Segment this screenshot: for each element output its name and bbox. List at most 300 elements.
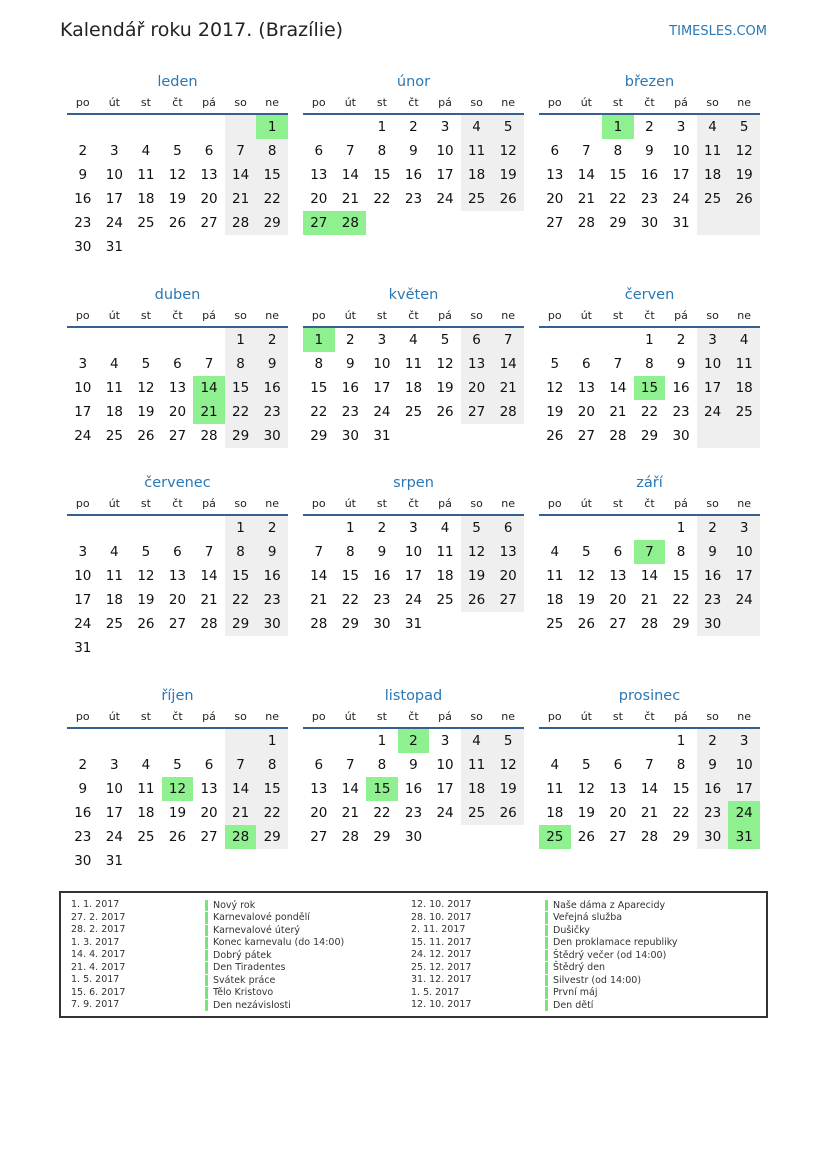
day-cell[interactable]: 7 <box>582 143 591 159</box>
day-cell[interactable]: 18 <box>546 805 564 821</box>
day-cell[interactable]: 7 <box>613 356 623 372</box>
day-cell[interactable]: 20 <box>609 592 627 608</box>
day-cell[interactable]: 20 <box>609 805 627 821</box>
day-cell[interactable]: 2 <box>78 143 88 159</box>
day-cell[interactable]: 3 <box>78 544 88 560</box>
day-cell[interactable]: 12 <box>168 167 187 183</box>
day-cell[interactable]: 30 <box>697 612 729 636</box>
day-cell[interactable]: 2 <box>645 119 654 135</box>
day-cell[interactable]: 3 <box>728 729 760 753</box>
day-cell[interactable]: 15 <box>373 167 391 183</box>
day-cell[interactable]: 19 <box>577 805 595 821</box>
day-cell[interactable]: 5 <box>173 143 182 159</box>
day-cell[interactable]: 10 <box>672 143 690 159</box>
day-cell[interactable]: 23 <box>341 404 359 420</box>
day-cell[interactable]: 6 <box>550 143 560 159</box>
day-cell[interactable]: 16 <box>640 167 659 183</box>
day-cell[interactable]: 11 <box>137 781 155 797</box>
day-cell[interactable]: 23 <box>404 805 423 821</box>
day-cell[interactable]: 31 <box>105 239 123 255</box>
day-cell[interactable]: 8 <box>645 356 654 372</box>
day-cell[interactable]: 17 <box>436 781 454 797</box>
day-cell[interactable]: 13 <box>492 540 524 564</box>
day-cell[interactable]: 18 <box>404 380 423 396</box>
day-cell[interactable]: 22 <box>225 400 257 424</box>
day-cell[interactable]: 20 <box>577 404 595 420</box>
day-cell[interactable]: 4 <box>461 115 493 139</box>
day-cell[interactable]: 7 <box>204 356 214 372</box>
day-cell[interactable]: 25 <box>546 616 564 632</box>
day-cell[interactable]: 18 <box>697 163 729 187</box>
day-cell[interactable]: 22 <box>310 404 328 420</box>
day-cell[interactable]: 4 <box>550 757 560 773</box>
day-cell[interactable]: 5 <box>492 729 524 753</box>
day-cell[interactable]: 11 <box>436 544 454 560</box>
day-cell[interactable]: 16 <box>341 380 359 396</box>
day-cell[interactable]: 29 <box>225 424 257 448</box>
day-cell[interactable]: 26 <box>577 616 595 632</box>
day-cell[interactable]: 9 <box>697 753 729 777</box>
day-cell[interactable]: 25 <box>539 825 571 849</box>
day-cell[interactable]: 6 <box>173 544 182 560</box>
day-cell[interactable]: 25 <box>105 616 123 632</box>
day-cell[interactable]: 9 <box>676 356 686 372</box>
day-cell[interactable]: 18 <box>436 568 454 584</box>
day-cell[interactable]: 14 <box>193 376 225 400</box>
day-cell[interactable]: 4 <box>728 328 760 352</box>
day-cell[interactable]: 1 <box>225 328 257 352</box>
day-cell[interactable]: 15 <box>672 568 690 584</box>
day-cell[interactable]: 28 <box>640 829 659 845</box>
day-cell[interactable]: 3 <box>440 119 450 135</box>
day-cell[interactable]: 5 <box>141 544 151 560</box>
day-cell[interactable]: 18 <box>461 163 493 187</box>
day-cell[interactable]: 9 <box>78 167 88 183</box>
day-cell[interactable]: 9 <box>409 143 418 159</box>
day-cell[interactable]: 19 <box>137 404 155 420</box>
day-cell[interactable]: 2 <box>697 516 729 540</box>
day-cell[interactable]: 20 <box>168 404 187 420</box>
day-cell[interactable]: 23 <box>74 215 92 231</box>
day-cell[interactable]: 10 <box>74 568 92 584</box>
day-cell[interactable]: 16 <box>74 805 92 821</box>
day-cell[interactable]: 22 <box>341 592 359 608</box>
day-cell[interactable]: 10 <box>373 356 391 372</box>
day-cell[interactable]: 3 <box>697 328 729 352</box>
day-cell[interactable]: 16 <box>256 376 288 400</box>
day-cell[interactable]: 25 <box>728 400 760 424</box>
day-cell[interactable]: 22 <box>373 805 391 821</box>
day-cell[interactable]: 12 <box>728 139 760 163</box>
day-cell[interactable]: 11 <box>137 167 155 183</box>
day-cell[interactable]: 28 <box>577 215 595 231</box>
day-cell[interactable]: 18 <box>728 376 760 400</box>
day-cell[interactable]: 28 <box>200 616 218 632</box>
day-cell[interactable]: 22 <box>640 404 659 420</box>
day-cell[interactable]: 30 <box>404 829 423 845</box>
day-cell[interactable]: 26 <box>137 428 155 444</box>
day-cell[interactable]: 19 <box>137 592 155 608</box>
day-cell[interactable]: 27 <box>492 588 524 612</box>
day-cell[interactable]: 8 <box>676 757 686 773</box>
day-cell[interactable]: 2 <box>256 328 288 352</box>
day-cell[interactable]: 2 <box>676 332 686 348</box>
day-cell[interactable]: 21 <box>640 805 659 821</box>
day-cell[interactable]: 17 <box>672 167 690 183</box>
day-cell[interactable]: 23 <box>74 829 92 845</box>
day-cell[interactable]: 22 <box>256 187 288 211</box>
day-cell[interactable]: 22 <box>225 588 257 612</box>
day-cell[interactable]: 30 <box>640 215 659 231</box>
day-cell[interactable]: 7 <box>204 544 214 560</box>
day-cell[interactable]: 28 <box>335 211 367 235</box>
day-cell[interactable]: 16 <box>697 777 729 801</box>
day-cell[interactable]: 21 <box>577 191 595 207</box>
day-cell[interactable]: 6 <box>204 757 214 773</box>
day-cell[interactable]: 13 <box>609 781 627 797</box>
day-cell[interactable]: 4 <box>550 544 560 560</box>
day-cell[interactable]: 1 <box>225 516 257 540</box>
day-cell[interactable]: 24 <box>728 801 760 825</box>
day-cell[interactable]: 28 <box>341 829 359 845</box>
day-cell[interactable]: 6 <box>582 356 591 372</box>
day-cell[interactable]: 1 <box>676 520 686 536</box>
day-cell[interactable]: 25 <box>404 404 423 420</box>
day-cell[interactable]: 10 <box>436 757 454 773</box>
day-cell[interactable]: 5 <box>492 115 524 139</box>
day-cell[interactable]: 18 <box>105 592 123 608</box>
day-cell[interactable]: 22 <box>256 801 288 825</box>
day-cell[interactable]: 17 <box>105 191 123 207</box>
day-cell[interactable]: 29 <box>225 612 257 636</box>
day-cell[interactable]: 9 <box>78 781 88 797</box>
day-cell[interactable]: 12 <box>492 753 524 777</box>
day-cell[interactable]: 6 <box>461 328 493 352</box>
day-cell[interactable]: 30 <box>697 825 729 849</box>
day-cell[interactable]: 25 <box>461 187 493 211</box>
day-cell[interactable]: 11 <box>546 781 564 797</box>
day-cell[interactable]: 20 <box>461 376 493 400</box>
day-cell[interactable]: 2 <box>409 119 418 135</box>
day-cell[interactable]: 23 <box>256 400 288 424</box>
day-cell[interactable]: 2 <box>697 729 729 753</box>
day-cell[interactable]: 15 <box>310 380 328 396</box>
day-cell[interactable]: 4 <box>110 356 119 372</box>
day-cell[interactable]: 2 <box>256 516 288 540</box>
day-cell[interactable]: 14 <box>225 163 257 187</box>
day-cell[interactable]: 15 <box>366 777 398 801</box>
day-cell[interactable]: 19 <box>168 805 187 821</box>
day-cell[interactable]: 16 <box>74 191 92 207</box>
day-cell[interactable]: 20 <box>310 805 328 821</box>
day-cell[interactable]: 13 <box>310 167 328 183</box>
day-cell[interactable]: 29 <box>256 825 288 849</box>
day-cell[interactable]: 21 <box>341 191 359 207</box>
day-cell[interactable]: 27 <box>609 829 627 845</box>
day-cell[interactable]: 21 <box>609 404 627 420</box>
day-cell[interactable]: 1 <box>676 733 686 749</box>
day-cell[interactable]: 11 <box>546 568 564 584</box>
day-cell[interactable]: 15 <box>609 167 627 183</box>
day-cell[interactable]: 4 <box>141 757 151 773</box>
day-cell[interactable]: 5 <box>440 332 450 348</box>
day-cell[interactable]: 5 <box>461 516 493 540</box>
day-cell[interactable]: 26 <box>137 616 155 632</box>
day-cell[interactable]: 23 <box>373 592 391 608</box>
day-cell[interactable]: 7 <box>634 540 666 564</box>
day-cell[interactable]: 28 <box>492 400 524 424</box>
day-cell[interactable]: 16 <box>256 564 288 588</box>
day-cell[interactable]: 30 <box>373 616 391 632</box>
day-cell[interactable]: 12 <box>436 356 454 372</box>
day-cell[interactable]: 12 <box>461 540 493 564</box>
day-cell[interactable]: 3 <box>110 143 119 159</box>
day-cell[interactable]: 20 <box>546 191 564 207</box>
day-cell[interactable]: 24 <box>697 400 729 424</box>
day-cell[interactable]: 3 <box>377 332 387 348</box>
day-cell[interactable]: 8 <box>256 139 288 163</box>
day-cell[interactable]: 17 <box>728 564 760 588</box>
day-cell[interactable]: 17 <box>105 805 123 821</box>
day-cell[interactable]: 26 <box>168 829 187 845</box>
day-cell[interactable]: 26 <box>461 588 493 612</box>
day-cell[interactable]: 29 <box>310 428 328 444</box>
day-cell[interactable]: 2 <box>398 729 430 753</box>
day-cell[interactable]: 3 <box>110 757 119 773</box>
day-cell[interactable]: 10 <box>728 753 760 777</box>
day-cell[interactable]: 31 <box>404 616 423 632</box>
day-cell[interactable]: 19 <box>436 380 454 396</box>
day-cell[interactable]: 11 <box>105 568 123 584</box>
day-cell[interactable]: 11 <box>461 753 493 777</box>
day-cell[interactable]: 26 <box>546 428 564 444</box>
day-cell[interactable]: 23 <box>697 801 729 825</box>
day-cell[interactable]: 26 <box>728 187 760 211</box>
day-cell[interactable]: 10 <box>105 781 123 797</box>
day-cell[interactable]: 16 <box>672 380 690 396</box>
day-cell[interactable]: 25 <box>137 215 155 231</box>
day-cell[interactable]: 30 <box>74 853 92 869</box>
day-cell[interactable]: 7 <box>645 757 654 773</box>
day-cell[interactable]: 8 <box>225 352 257 376</box>
day-cell[interactable]: 24 <box>373 404 391 420</box>
day-cell[interactable]: 25 <box>436 592 454 608</box>
day-cell[interactable]: 22 <box>609 191 627 207</box>
day-cell[interactable]: 27 <box>200 829 218 845</box>
day-cell[interactable]: 30 <box>256 424 288 448</box>
day-cell[interactable]: 15 <box>225 564 257 588</box>
day-cell[interactable]: 31 <box>373 428 391 444</box>
day-cell[interactable]: 5 <box>550 356 560 372</box>
day-cell[interactable]: 28 <box>225 211 257 235</box>
day-cell[interactable]: 13 <box>168 380 187 396</box>
day-cell[interactable]: 7 <box>225 753 257 777</box>
day-cell[interactable]: 4 <box>141 143 151 159</box>
day-cell[interactable]: 27 <box>303 211 335 235</box>
day-cell[interactable]: 11 <box>728 352 760 376</box>
day-cell[interactable]: 10 <box>74 380 92 396</box>
day-cell[interactable]: 28 <box>640 616 659 632</box>
day-cell[interactable]: 23 <box>640 191 659 207</box>
day-cell[interactable]: 9 <box>409 757 418 773</box>
day-cell[interactable]: 7 <box>225 139 257 163</box>
day-cell[interactable]: 5 <box>141 356 151 372</box>
day-cell[interactable]: 14 <box>640 781 659 797</box>
day-cell[interactable]: 10 <box>105 167 123 183</box>
day-cell[interactable]: 29 <box>341 616 359 632</box>
day-cell[interactable]: 11 <box>404 356 423 372</box>
day-cell[interactable]: 13 <box>200 781 218 797</box>
day-cell[interactable]: 8 <box>676 544 686 560</box>
day-cell[interactable]: 28 <box>200 428 218 444</box>
day-cell[interactable]: 5 <box>582 757 591 773</box>
day-cell[interactable]: 9 <box>377 544 387 560</box>
day-cell[interactable]: 26 <box>436 404 454 420</box>
day-cell[interactable]: 28 <box>310 616 328 632</box>
day-cell[interactable]: 10 <box>697 352 729 376</box>
day-cell[interactable]: 27 <box>577 428 595 444</box>
day-cell[interactable]: 9 <box>346 356 355 372</box>
day-cell[interactable]: 13 <box>546 167 564 183</box>
day-cell[interactable]: 16 <box>404 781 423 797</box>
day-cell[interactable]: 13 <box>168 568 187 584</box>
day-cell[interactable]: 27 <box>168 616 187 632</box>
day-cell[interactable]: 12 <box>546 380 564 396</box>
day-cell[interactable]: 20 <box>168 592 187 608</box>
day-cell[interactable]: 19 <box>492 163 524 187</box>
day-cell[interactable]: 5 <box>173 757 182 773</box>
day-cell[interactable]: 26 <box>492 187 524 211</box>
day-cell[interactable]: 6 <box>613 544 623 560</box>
day-cell[interactable]: 3 <box>728 516 760 540</box>
day-cell[interactable]: 11 <box>697 139 729 163</box>
day-cell[interactable]: 25 <box>461 801 493 825</box>
day-cell[interactable]: 6 <box>492 516 524 540</box>
day-cell[interactable]: 31 <box>105 853 123 869</box>
day-cell[interactable]: 6 <box>173 356 182 372</box>
day-cell[interactable]: 9 <box>697 540 729 564</box>
day-cell[interactable]: 12 <box>577 568 595 584</box>
day-cell[interactable]: 11 <box>461 139 493 163</box>
day-cell[interactable]: 24 <box>404 592 423 608</box>
day-cell[interactable]: 8 <box>377 757 387 773</box>
day-cell[interactable]: 17 <box>728 777 760 801</box>
site-link[interactable]: TIMESLES.COM <box>669 24 767 39</box>
day-cell[interactable]: 1 <box>256 115 288 139</box>
day-cell[interactable]: 24 <box>436 191 454 207</box>
day-cell[interactable]: 6 <box>314 143 324 159</box>
day-cell[interactable]: 21 <box>225 187 257 211</box>
day-cell[interactable]: 2 <box>346 332 355 348</box>
day-cell[interactable]: 18 <box>461 777 493 801</box>
day-cell[interactable]: 9 <box>256 352 288 376</box>
day-cell[interactable]: 4 <box>409 332 418 348</box>
day-cell[interactable]: 26 <box>168 215 187 231</box>
day-cell[interactable]: 15 <box>634 376 666 400</box>
day-cell[interactable]: 17 <box>697 376 729 400</box>
day-cell[interactable]: 3 <box>409 520 418 536</box>
day-cell[interactable]: 13 <box>461 352 493 376</box>
day-cell[interactable]: 15 <box>225 376 257 400</box>
day-cell[interactable]: 20 <box>200 191 218 207</box>
day-cell[interactable]: 15 <box>341 568 359 584</box>
day-cell[interactable]: 24 <box>728 588 760 612</box>
day-cell[interactable]: 14 <box>492 352 524 376</box>
day-cell[interactable]: 17 <box>74 592 92 608</box>
day-cell[interactable]: 14 <box>341 781 359 797</box>
day-cell[interactable]: 26 <box>577 829 595 845</box>
day-cell[interactable]: 24 <box>105 215 123 231</box>
day-cell[interactable]: 1 <box>303 328 335 352</box>
day-cell[interactable]: 30 <box>672 428 690 444</box>
day-cell[interactable]: 18 <box>546 592 564 608</box>
day-cell[interactable]: 23 <box>404 191 423 207</box>
day-cell[interactable]: 24 <box>672 191 690 207</box>
day-cell[interactable]: 30 <box>256 612 288 636</box>
day-cell[interactable]: 6 <box>314 757 324 773</box>
day-cell[interactable]: 9 <box>256 540 288 564</box>
day-cell[interactable]: 1 <box>256 729 288 753</box>
day-cell[interactable]: 27 <box>200 215 218 231</box>
day-cell[interactable]: 1 <box>377 119 387 135</box>
day-cell[interactable]: 3 <box>440 733 450 749</box>
day-cell[interactable]: 23 <box>672 404 690 420</box>
day-cell[interactable]: 24 <box>74 616 92 632</box>
day-cell[interactable]: 21 <box>193 400 225 424</box>
day-cell[interactable]: 7 <box>346 143 355 159</box>
day-cell[interactable]: 5 <box>582 544 591 560</box>
day-cell[interactable]: 1 <box>602 115 634 139</box>
day-cell[interactable]: 19 <box>492 777 524 801</box>
day-cell[interactable]: 6 <box>613 757 623 773</box>
day-cell[interactable]: 18 <box>137 805 155 821</box>
day-cell[interactable]: 14 <box>310 568 328 584</box>
day-cell[interactable]: 25 <box>697 187 729 211</box>
day-cell[interactable]: 12 <box>162 777 194 801</box>
day-cell[interactable]: 3 <box>78 356 88 372</box>
day-cell[interactable]: 19 <box>546 404 564 420</box>
day-cell[interactable]: 14 <box>200 568 218 584</box>
day-cell[interactable]: 14 <box>225 777 257 801</box>
day-cell[interactable]: 13 <box>609 568 627 584</box>
day-cell[interactable]: 31 <box>728 825 760 849</box>
day-cell[interactable]: 8 <box>377 143 387 159</box>
day-cell[interactable]: 19 <box>728 163 760 187</box>
day-cell[interactable]: 22 <box>373 191 391 207</box>
day-cell[interactable]: 18 <box>137 191 155 207</box>
day-cell[interactable]: 24 <box>74 428 92 444</box>
day-cell[interactable]: 19 <box>577 592 595 608</box>
day-cell[interactable]: 19 <box>168 191 187 207</box>
day-cell[interactable]: 27 <box>310 829 328 845</box>
day-cell[interactable]: 1 <box>377 733 387 749</box>
day-cell[interactable]: 17 <box>436 167 454 183</box>
day-cell[interactable]: 14 <box>609 380 627 396</box>
day-cell[interactable]: 16 <box>373 568 391 584</box>
day-cell[interactable]: 15 <box>672 781 690 797</box>
day-cell[interactable]: 27 <box>546 215 564 231</box>
day-cell[interactable]: 7 <box>346 757 355 773</box>
day-cell[interactable]: 10 <box>728 540 760 564</box>
day-cell[interactable]: 24 <box>105 829 123 845</box>
day-cell[interactable]: 2 <box>78 757 88 773</box>
day-cell[interactable]: 21 <box>310 592 328 608</box>
day-cell[interactable]: 2 <box>377 520 387 536</box>
day-cell[interactable]: 4 <box>440 520 450 536</box>
day-cell[interactable]: 4 <box>461 729 493 753</box>
day-cell[interactable]: 8 <box>314 356 324 372</box>
day-cell[interactable]: 10 <box>436 143 454 159</box>
